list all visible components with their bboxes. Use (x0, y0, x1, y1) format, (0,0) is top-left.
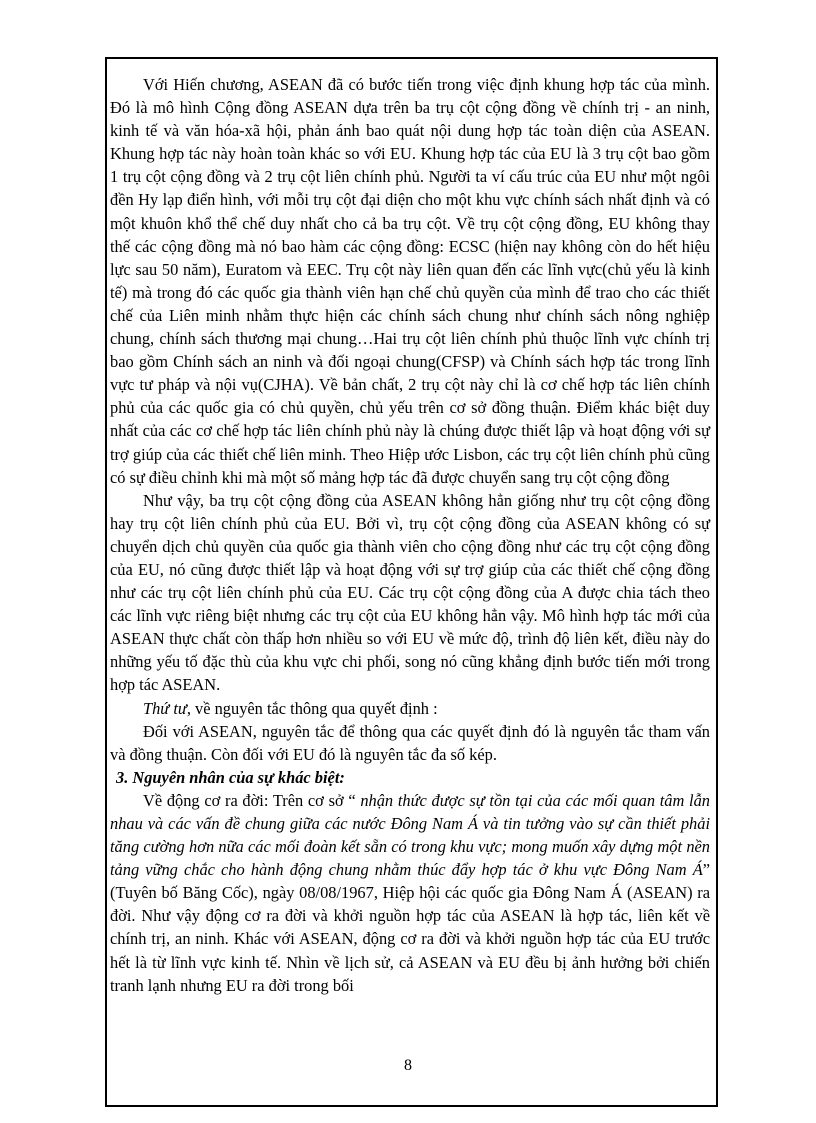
paragraph-5-quote: nhận thức được sự tồn tại của các mối quan tâm lẫn nhau và các vấn đề chung giữa các nước Đông Nam Á và tin tưởng vào sự cần thiết phải tăng cường hơn nữa các mối đoàn kết sẵn có trong khu vực; mong muốn xây dựng một nền tảng vững chắc cho hành động chung nhằm thúc đẩy hợp tác ở khu vực Đông Nam Á (110, 790, 710, 880)
paragraph-5 (110, 789, 710, 997)
paragraph-1: Với Hiến chương, ASEAN đã có bước tiến trong việc định khung hợp tác của mình. Đó là mô hình Cộng đồng ASEAN dựa trên ba trụ cột cộng đồng về chính trị - an ninh, kinh tế và văn hóa-xã hội, phản ánh bao quát nội dung hợp tác toàn diện của ASEAN. Khung hợp tác này hoàn toàn khác so với EU. Khung hợp tác của EU là 3 trụ cột bao gồm 1 trụ cột cộng đồng và 2 trụ cột liên chính phủ. Người ta ví cấu trúc của EU như một ngôi đền Hy lạp điển hình, với mỗi trụ cột đại diện cho một khu vực chính sách nhất định và có một khuôn khổ thể chế duy nhất cho cả ba trụ cột. Về trụ cột cộng đồng, EU không thay thế các cộng đồng mà nó bao hàm các cộng đồng: ECSC (hiện nay không còn do hết hiệu lực sau 50 năm), Euratom và EEC. Trụ cột này liên quan đến các lĩnh vực(chủ yếu là kinh tế) mà trong đó các quốc gia thành viên hạn chế chủ quyền của mình để trao cho các thiết chế của Liên minh nhằm thực hiện các chính sách chung như chính sách nông nghiệp chung, chính sách thương mại chung…Hai trụ cột liên chính phủ thuộc lĩnh vực chính trị bao gồm Chính sách an ninh và đối ngoại chung(CFSP) và Chính sách hợp tác trong lĩnh vực tư pháp và nội vụ(CJHA). Về bản chất, 2 trụ cột này chỉ là cơ chế hợp tác liên chính phủ của các quốc gia có chủ quyền, chủ yếu trên cơ sở đồng thuận. Điểm khác biệt duy nhất của các cơ chế hợp tác liên chính phủ này là chúng được thiết lập và hoạt động với sự trợ giúp của các thiết chế liên minh. Theo Hiệp ước Lisbon, các trụ cột liên chính phủ cũng có sự điều chỉnh khi mà một số mảng hợp tác đã được chuyển sang trụ cột cộng đồng (110, 75, 710, 487)
paragraph-5-start: Về động cơ ra đời: Trên cơ sở “ (143, 790, 361, 810)
paragraph-2: Như vậy, ba trụ cột cộng đồng của ASEAN không hẳn giống như trụ cột cộng đồng hay trụ cột liên chính phủ của EU. Bởi vì, trụ cột cộng đồng của ASEAN không có sự chuyển dịch chủ quyền của quốc gia thành viên cho cộng đồng như các trụ cột cộng đồng của EU, nó cũng được thiết lập và hoạt động với sự trợ giúp của các thiết chế cộng đồng như các trụ cột liên chính phủ của EU. Các trụ cột cộng đồng của A được chia tách theo các lĩnh vực riêng biệt nhưng các trụ cột của EU không hẳn vậy. Mô hình hợp tác mới của ASEAN thực chất còn thấp hơn nhiều so với EU về mức độ, trình độ liên kết, điều này do những yếu tố đặc thù của khu vực chi phối, song nó cũng khẳng định bước tiến mới trong hợp tác ASEAN. (110, 490, 710, 695)
page-number: 8 (404, 1057, 412, 1074)
document-body (110, 73, 710, 997)
paragraph-3 (110, 697, 710, 720)
paragraph-3-rest: , về nguyên tắc thông qua quyết định : (186, 698, 438, 718)
paragraph-4: Đối với ASEAN, nguyên tắc để thông qua các quyết định đó là nguyên tắc tham vấn và đồng thuận. Còn đối với EU đó là nguyên tắc đa số kép. (110, 721, 710, 764)
paragraph-3-italic: Thứ tư (143, 698, 187, 718)
paragraph-5-rest: ” (Tuyên bố Băng Cốc), ngày 08/08/1967, Hiệp hội các quốc gia Đông Nam Á (ASEAN) ra đời. Như vậy động cơ ra đời và khởi nguồn hợp tác của ASEAN là hợp tác, liên kết về chính trị, an ninh. Khác với ASEAN, động cơ ra đời và khởi nguồn hợp tác của EU trước hết là từ lĩnh vực kinh tế. Nhìn về lịch sử, cả ASEAN và EU đều bị ảnh hưởng bởi chiến tranh lạnh nhưng EU ra đời trong bối (110, 860, 710, 995)
section-heading: 3. Nguyên nhân của sự khác biệt: (116, 767, 345, 787)
